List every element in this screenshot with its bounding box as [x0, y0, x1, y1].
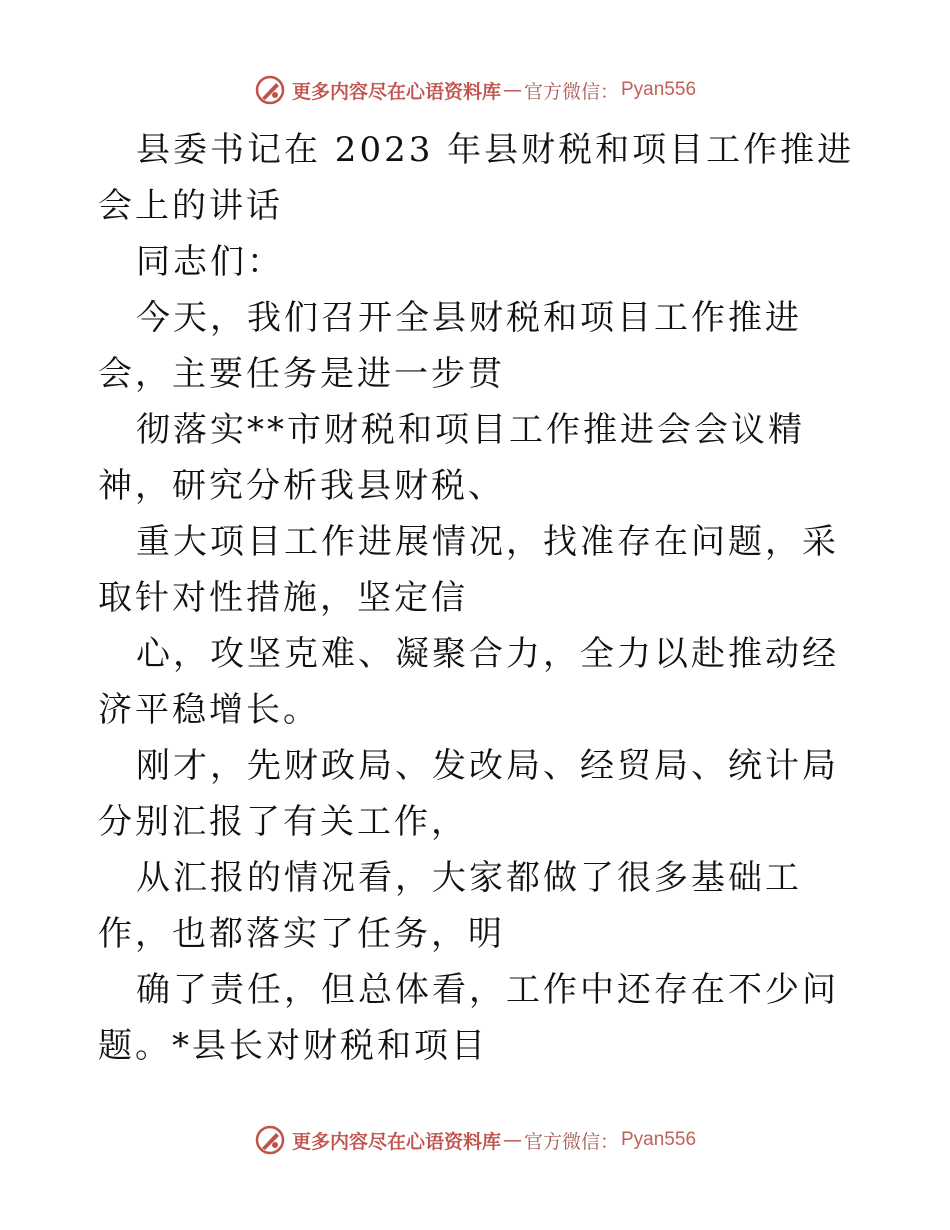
paragraph: 彻落实**市财税和项目工作推进会会议精神，研究分析我县财税、: [98, 410, 805, 506]
paragraph: 今天，我们召开全县财税和项目工作推进会，主要任务是进一步贯: [98, 298, 802, 394]
footer-watermark: [0, 1120, 950, 1160]
watermark-wechat-label: 官方微信：: [523, 80, 619, 103]
document-body: [98, 122, 858, 1074]
watermark-brand: 更多内容尽在心语资料库: [291, 80, 501, 103]
header-watermark: [0, 70, 950, 110]
watermark-brand: 更多内容尽在心语资料库: [291, 1130, 501, 1153]
watermark-separator: —: [502, 79, 522, 101]
document-title: 县委书记在 2023 年县财税和项目工作推进会上的讲话: [98, 130, 855, 226]
paragraph: 心，攻坚克难、凝聚合力，全力以赴推动经济平稳增长。: [98, 634, 839, 730]
watermark-account: Pyan556: [621, 79, 697, 100]
paragraph: 确了责任，但总体看，工作中还存在不少问题。*县长对财税和项目: [98, 970, 839, 1066]
watermark-wechat-label: 官方微信：: [523, 1130, 619, 1153]
feather-pen-logo-icon: [254, 74, 286, 106]
watermark-separator: —: [502, 1129, 522, 1151]
paragraph: 从汇报的情况看，大家都做了很多基础工作，也都落实了任务，明: [98, 858, 802, 954]
feather-pen-logo-icon: [254, 1124, 286, 1156]
paragraph: 刚才，先财政局、发改局、经贸局、统计局分别汇报了有关工作，: [98, 746, 839, 842]
paragraph: 重大项目工作进展情况，找准存在问题，采取针对性措施，坚定信: [98, 522, 839, 618]
watermark-account: Pyan556: [621, 1129, 697, 1150]
salutation: 同志们：: [136, 242, 284, 282]
